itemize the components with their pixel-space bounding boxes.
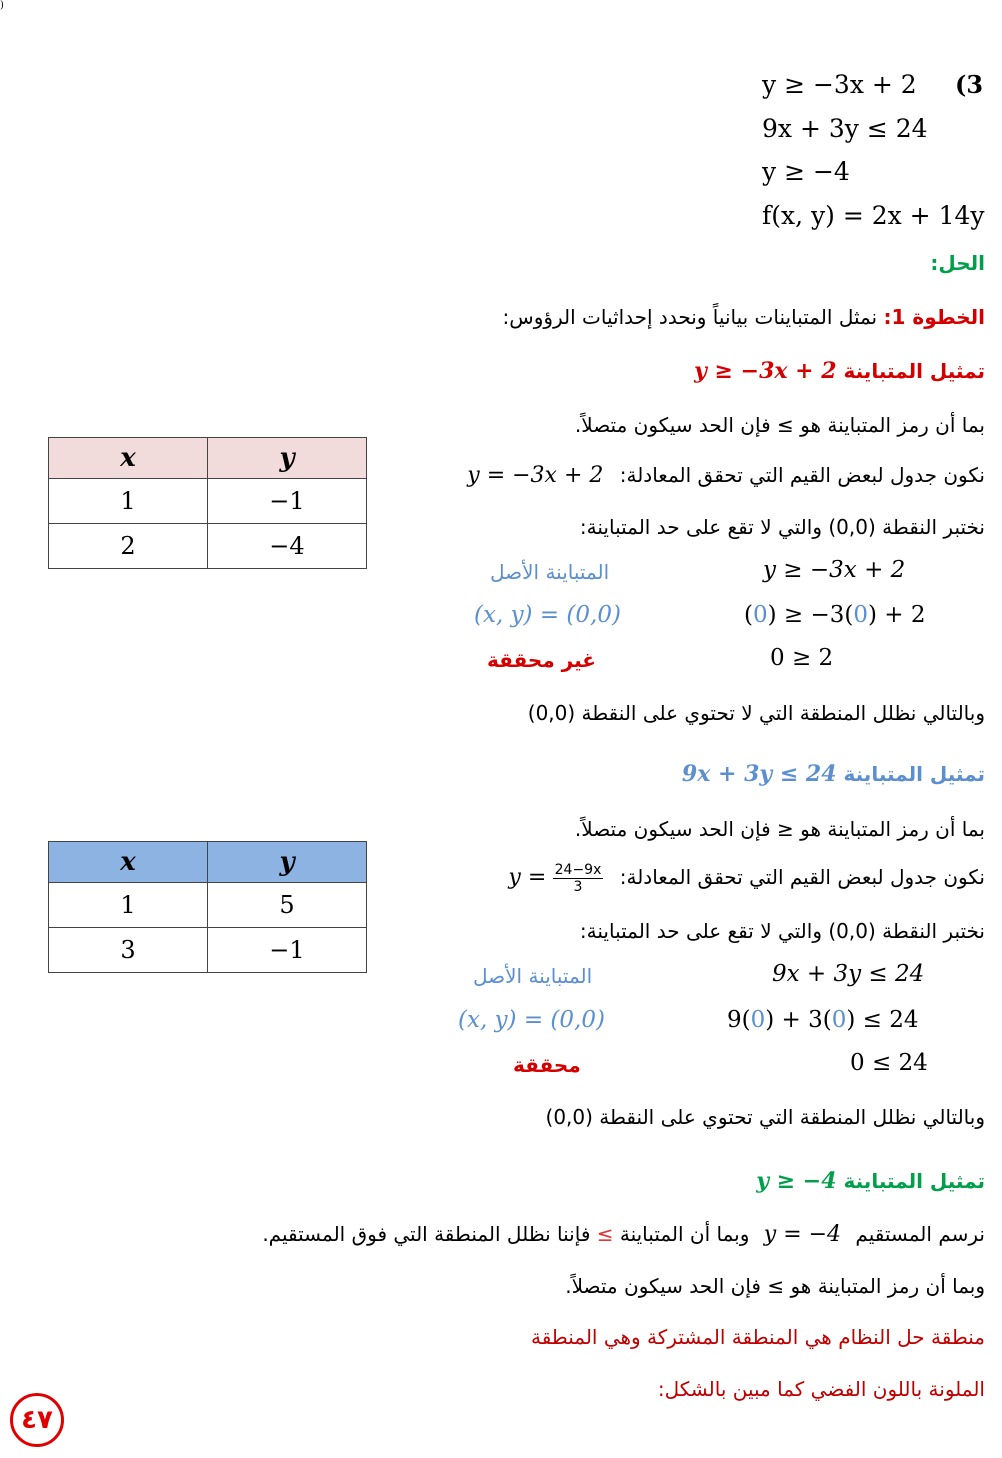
section2-verdict: محققة — [513, 1053, 581, 1077]
section1-label-original: المتباينة الأصل — [490, 560, 610, 584]
table-row — [49, 524, 367, 569]
corner-mark: ) — [0, 0, 4, 11]
section2-line2-math — [508, 862, 603, 895]
step1-line — [503, 305, 985, 329]
section2-line2-text: نكون جدول لبعض القيم التي تحقق المعادلة: — [619, 865, 985, 889]
section2-values-table — [48, 841, 367, 973]
section1-line2-text: نكون جدول لبعض القيم التي تحقق المعادلة: — [619, 463, 985, 487]
section1-eq-sub-part: ( — [744, 602, 753, 628]
section3-heading-text: تمثيل المتباينة — [843, 1169, 985, 1193]
section1-eq-result: 0 ≥ 2 — [770, 645, 834, 671]
table-cell: 2 — [49, 524, 208, 569]
section2-fraction — [553, 862, 604, 895]
section1-eq-substituted — [744, 602, 926, 628]
section1-line2 — [467, 463, 985, 488]
section3-line1-a: نرسم المستقيم — [855, 1222, 985, 1246]
fraction-numerator: 24−9x — [554, 862, 602, 878]
problem-number: (3 — [955, 70, 984, 99]
section2-eq-original: 9x + 3y ≤ 24 — [772, 961, 925, 987]
section2-line3: نختبر النقطة (0,0) والتي لا تقع على حد المتباينة: — [579, 919, 985, 943]
problem-line-2: 9x + 3y ≤ 24 — [762, 114, 928, 143]
section1-values-table — [48, 437, 367, 569]
section3-line1 — [262, 1222, 985, 1247]
section2-heading-text: تمثيل المتباينة — [843, 762, 985, 786]
table-row — [49, 928, 367, 973]
section2-line2-lhs: y = — [508, 865, 547, 890]
problem-line-4: f(x, y) = 2x + 14y — [762, 201, 985, 230]
section1-eq-sub-zero: 0 — [853, 602, 869, 628]
table-cell: −1 — [208, 479, 367, 524]
section1-eq-original: y ≥ −3x + 2 — [763, 557, 906, 583]
table-cell: −1 — [208, 928, 367, 973]
section1-heading — [694, 358, 985, 384]
section1-line1: بما أن رمز المتباينة هو ≥ فإن الحد سيكون متصلاً. — [574, 413, 985, 437]
section3-line1-symbol: ≥ — [596, 1222, 614, 1246]
section3-heading-math: y ≥ −4 — [756, 1168, 837, 1194]
section1-heading-math: y ≥ −3x + 2 — [694, 358, 837, 384]
section3-heading — [756, 1168, 985, 1194]
section1-line3: نختبر النقطة (0,0) والتي لا تقع على حد المتباينة: — [579, 515, 985, 539]
section2-label-point: (x, y) = (0,0) — [458, 1007, 605, 1033]
table-cell: 5 — [208, 883, 367, 928]
page-number-badge — [10, 1393, 64, 1447]
solution-label: الحل: — [930, 251, 985, 275]
section1-line2-math: y = −3x + 2 — [467, 463, 604, 488]
fraction-denominator: 3 — [573, 879, 583, 895]
section2-eq-sub-zero: 0 — [750, 1007, 766, 1033]
section1-eq-sub-zero: 0 — [752, 602, 768, 628]
closing-line-2: الملونة باللون الفضي كما مبين بالشكل: — [657, 1377, 985, 1401]
step1-text: نمثل المتباينات بيانياً ونحدد إحداثيات الرؤوس: — [502, 305, 878, 329]
table-cell: 1 — [49, 479, 208, 524]
closing-line-1: منطقة حل النظام هي المنطقة المشتركة وهي المنطقة — [530, 1325, 985, 1349]
table-header-x: x — [49, 438, 208, 479]
section2-heading-math: 9x + 3y ≤ 24 — [681, 761, 837, 787]
section2-eq-sub-part: ) ≤ 24 — [846, 1007, 919, 1033]
section2-eq-sub-part: ) + 3( — [765, 1007, 832, 1033]
section2-eq-sub-zero: 0 — [831, 1007, 847, 1033]
step1-label: الخطوة 1: — [883, 305, 985, 329]
table-cell: 1 — [49, 883, 208, 928]
section1-eq-sub-part: ) + 2 — [868, 602, 926, 628]
section2-eq-substituted — [727, 1007, 919, 1033]
problem-line-3: y ≥ −4 — [762, 157, 850, 186]
section1-eq-sub-part: ) ≥ −3( — [767, 602, 854, 628]
section3-line1-c: فإننا نظلل المنطقة التي فوق المستقيم. — [262, 1222, 591, 1246]
table-cell: 3 — [49, 928, 208, 973]
section2-conclusion: وبالتالي نظلل المنطقة التي تحتوي على النقطة (0,0) — [545, 1105, 985, 1129]
table-row — [49, 883, 367, 928]
table-cell: −4 — [208, 524, 367, 569]
section1-heading-text: تمثيل المتباينة — [843, 359, 985, 383]
section2-line1: بما أن رمز المتباينة هو ≤ فإن الحد سيكون متصلاً. — [574, 817, 985, 841]
section1-verdict: غير محققة — [487, 648, 596, 672]
table-header-y: y — [208, 438, 367, 479]
table-header-x: x — [49, 842, 208, 883]
table-row — [49, 479, 367, 524]
section1-conclusion: وبالتالي نظلل المنطقة التي لا تحتوي على النقطة (0,0) — [527, 701, 985, 725]
table-header-y: y — [208, 842, 367, 883]
section2-line2 — [508, 862, 985, 895]
section3-line2: وبما أن رمز المتباينة هو ≥ فإن الحد سيكون متصلاً. — [565, 1274, 985, 1298]
section2-label-original: المتباينة الأصل — [473, 964, 593, 988]
section3-line1-b: وبما أن المتباينة — [619, 1222, 750, 1246]
section3-line1-math: y = −4 — [763, 1222, 842, 1247]
problem-line-1: y ≥ −3x + 2 — [762, 70, 917, 99]
page-number: ٤٧ — [21, 1405, 53, 1435]
section1-label-point: (x, y) = (0,0) — [474, 602, 621, 628]
section2-eq-sub-part: 9( — [727, 1007, 751, 1033]
section2-heading — [682, 761, 985, 787]
section2-eq-result: 0 ≤ 24 — [850, 1050, 928, 1076]
